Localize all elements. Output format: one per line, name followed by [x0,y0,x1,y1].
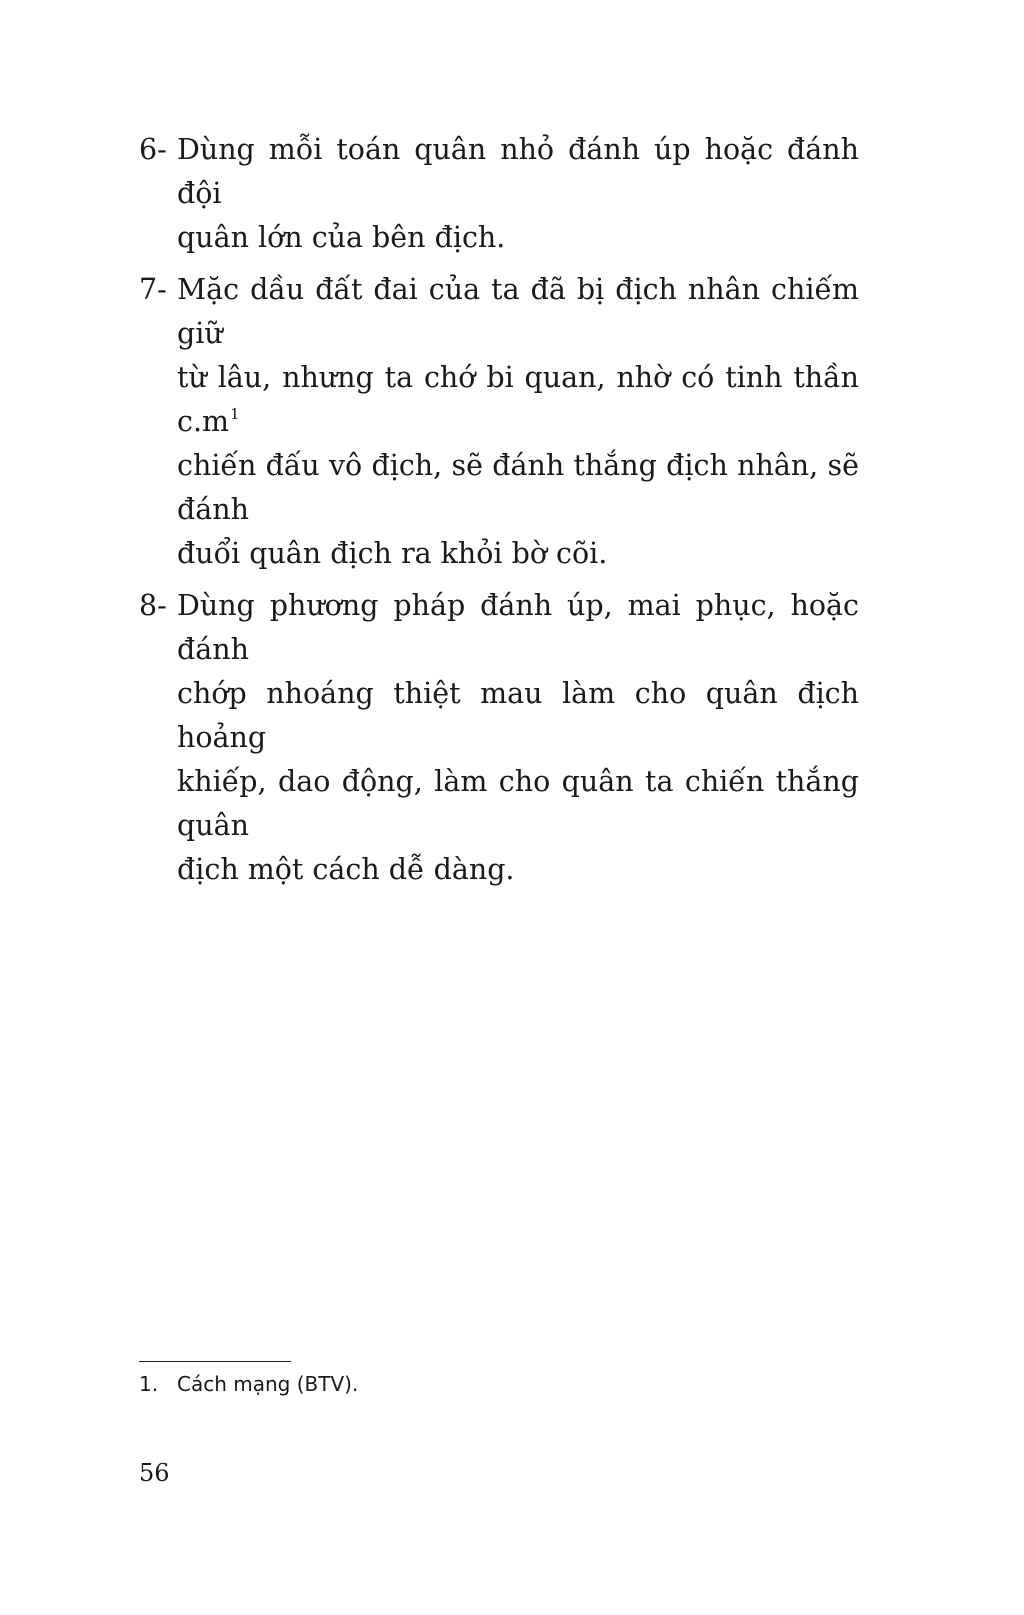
list-item-line-with-ref [177,356,859,444]
list-item-line-text: từ lâu, nhưng ta chớ bi quan, nhờ có tinh thần c.m [177,361,859,438]
footnote [139,1371,358,1397]
footnote-reference: 1 [230,405,240,423]
list-item-line: địch một cách dễ dàng. [177,853,515,886]
list-item-number: 7- [139,273,167,306]
page-body [139,128,859,900]
footnote-number: 1. [139,1372,159,1396]
list-item-line: Mặc dầu đất đai của ta đã bị địch nhân chiếm giữ [177,273,859,350]
list-item-line: đuổi quân địch ra khỏi bờ cõi. [177,537,608,570]
list-item-line: Dùng phương pháp đánh úp, mai phục, hoặc đánh [177,589,859,666]
footnote-divider [139,1361,291,1362]
list-item [139,268,859,576]
list-item [139,128,859,260]
list-item-line: chiến đấu vô địch, sẽ đánh thắng địch nhân, sẽ đánh [177,449,859,526]
list-item-line: chớp nhoáng thiệt mau làm cho quân địch hoảng [177,677,859,754]
list-item [139,584,859,892]
list-item-number: 6- [139,133,167,166]
page-number: 56 [139,1459,170,1487]
list-item-line: quân lớn của bên địch. [177,221,506,254]
footnote-text: Cách mạng (BTV). [177,1372,359,1396]
list-item-number: 8- [139,589,167,622]
list-item-line: khiếp, dao động, làm cho quân ta chiến thắng quân [177,765,859,842]
list-item-line: Dùng mỗi toán quân nhỏ đánh úp hoặc đánh đội [177,133,859,210]
